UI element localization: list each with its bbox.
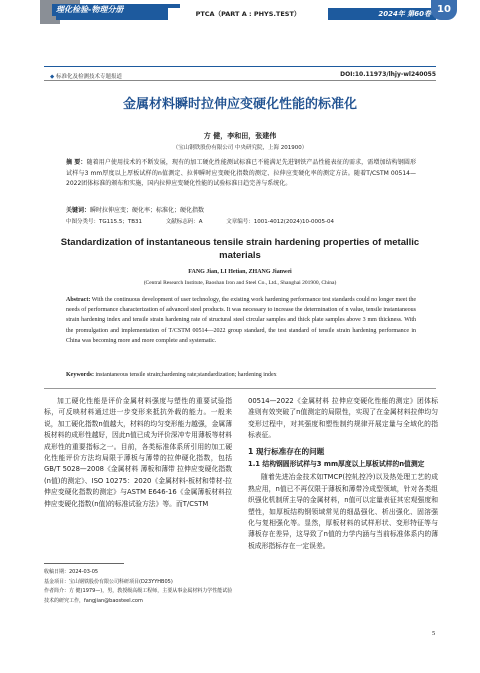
keywords-en-text: instantaneous tensile strain;hardening rate;standardization; hardening index — [95, 372, 277, 378]
abstract-en — [66, 295, 416, 346]
category-icon: ◆ — [50, 74, 56, 80]
category-label: ◆ 标准化及检测技术专题报道 — [50, 74, 122, 80]
body-paragraph-continued: 00514—2022《金属材料 拉伸应变硬化性能的测定》团体标准则有效突破了n值测定的局限性，实现了在金属材料拉伸均匀变形过程中，对其强度和塑性制约规律开展定量与全域化的指标表征。 — [248, 397, 438, 440]
issue-badge: 10 — [431, 0, 457, 20]
section-separator — [44, 388, 436, 389]
footnote-author: 作者简介：方 健(1979—)，男，教授级高级工程师，主要从事金属材料力学性能试验技术的研究工作，fangjian@baosteel.com — [44, 588, 233, 604]
abstract-en-text: With the continuous development of user technology, the existing work hardening performance test standards could no longer meet the needs of performance characterization of advanced steel products. It was necessary to increase the determination of n value, tensile instantaneous strain hardening index and tensile strain hardening rate of structural steel circular samples and thick plate samples above 3 mm thickness. With the promulgation and implementation of T/CSTM 00514—2022 group standard, the test standard of tensile strain hardening performance in China was becoming more and more complete and systematic. — [66, 297, 416, 344]
keywords-cn-text: 瞬时拉伸应变；硬化率；标准化；硬化指数 — [90, 207, 205, 214]
article-number: 文章编号：1001-4012(2024)10-0005-04 — [226, 219, 334, 225]
abstract-cn-label: 摘 要： — [66, 159, 87, 166]
footnote-rule — [44, 563, 124, 564]
abstract-cn-text: 随着用户使用技术的不断发展，现有的加工硬化性能测试标准已不能满足先进钢铁产品性能表征的需求，需增加结构钢圆形试样与3 mm厚度以上厚板试样的n值测定、拉伸瞬时应变硬化指数的测定、拉伸应变硬化率的测定方法。随着T/CSTM 00514—2022团体标准的颁布和实施，国内拉伸应变硬化性能的试验标准日趋完善与系统化。 — [66, 159, 416, 187]
section-heading-1-1: 1.1 结构钢圆形试样与3 mm厚度以上厚板试样的n值测定 — [248, 460, 425, 469]
affiliation-cn: （宝山钢铁股份有限公司 中央研究院，上海 201900） — [172, 145, 308, 151]
top-rule — [44, 66, 436, 67]
footnote — [44, 568, 234, 606]
title-cn: 金属材料瞬时拉伸应变硬化性能的标准化 — [122, 97, 357, 112]
doc-code: 文献标志码：A — [165, 219, 203, 225]
affiliation-en: (Central Research Institute, Baoshan Iron and Steel Co., Ltd., Shanghai 201900, China) — [143, 280, 337, 286]
keywords-cn — [66, 205, 416, 214]
section-1-1-body: 随着先进冶金技术如TMCP(控轧控冷)以及热处理工艺的成熟应用，n值已不再仅限于薄板和薄带冷成型领域，针对各类组织强化机制所主导的金属材料，n值可以定量表征其宏观强度和塑性，如厚板结构钢领域常见的细晶强化、析出强化、固溶强化与复相强化等。显然，厚板材料的试样形状、变形特征等与薄板存在差异，这导致了n值的力学内涵与当前标准体系内的薄板成形指标存在一定误差。 — [248, 473, 438, 550]
journal-year-volume: 2024年 第60卷 — [340, 8, 435, 20]
journal-name-left: 理化检验-物理分册 — [52, 4, 180, 16]
page-number: 5 — [432, 630, 436, 637]
authors-cn: 方 健，李和田，张建伟 — [203, 132, 277, 140]
top-rule-2 — [44, 80, 436, 81]
footnote-received: 收稿日期：2024-03-05 — [44, 569, 99, 575]
keywords-en-label: Keywords: — [66, 372, 94, 378]
abstract-cn — [66, 158, 416, 190]
abstract-en-label: Abstract: — [66, 297, 91, 303]
body-column-right — [248, 396, 438, 552]
meta-cn — [66, 217, 416, 225]
footnote-fund: 基金项目：宝山钢铁股份有限公司科研项目(D23YYHB05) — [44, 578, 173, 585]
authors-en: FANG Jian, LI Hetian, ZHANG Jianwei — [188, 269, 292, 275]
body-column-left — [44, 396, 232, 510]
body-paragraph: 加工硬化性能是评价金属材料强度与塑性的重要试验指标，可反映材料通过进一步变形来抵抗外载的能力。一般来说，加工硬化指数n值越大，材料的均匀变形能力越强，金属薄板材料的成形性越好，因此n值已成为评价深冲专用薄板等材料成形性的重要指标之一。目前，各类标准体系所引用的加工硬化性能评价方法均局限于薄板与薄带的拉伸硬化指数，包括GB/T 5028—2008《金属材料 薄板和薄带 拉伸应变硬化指数(n值)的测定》、ISO 10275：2020《金属材料-板材和带材-拉伸应变硬化指数的测定》与ASTM E646-16《金属薄板材料拉伸应变硬化指数(n值)的标准试验方法》等。而T/CSTM — [44, 397, 232, 508]
doi: DOI:10.11973/lhjy-wl240055 — [340, 71, 436, 78]
keywords-en — [66, 372, 416, 378]
title-en: Standardization of instantaneous tensile strain hardening properties of metallic materials — [60, 237, 420, 261]
keywords-cn-label: 关键词： — [66, 207, 91, 214]
section-heading-1: 1 现行标准存在的问题 — [248, 446, 325, 456]
journal-name-mid: PTCA（PART A : PHYS.TEST） — [168, 8, 328, 20]
clc-code: 中图分类号：TG115.5；TB31 — [66, 219, 142, 225]
